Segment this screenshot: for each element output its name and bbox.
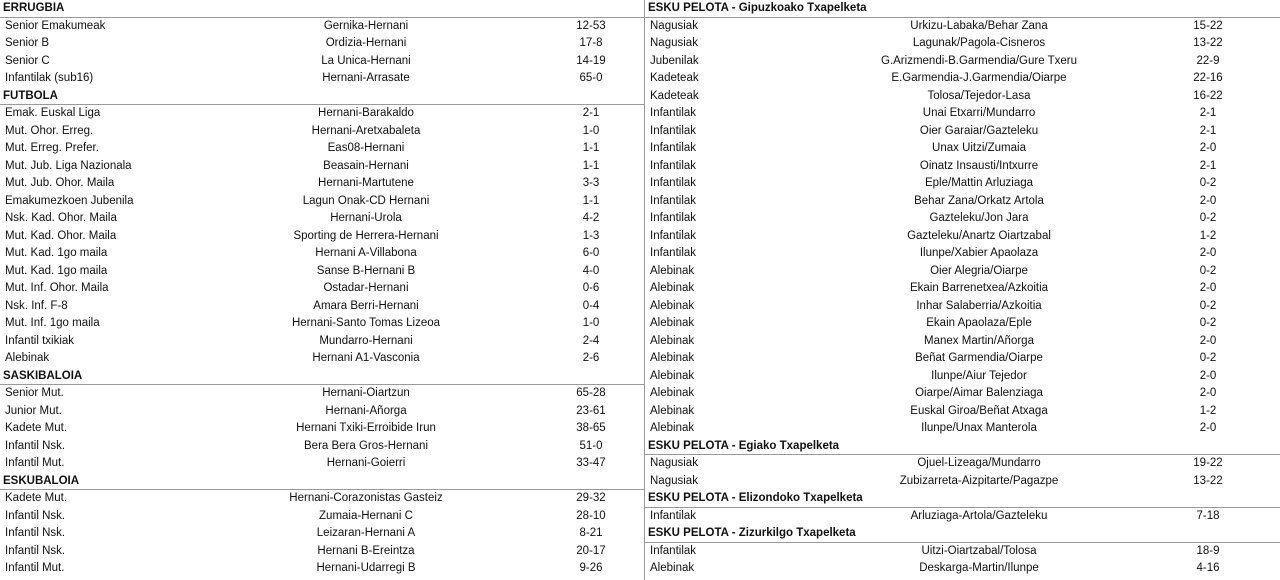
category-cell: Alebinak bbox=[650, 352, 695, 364]
score-cell: 9-26 bbox=[579, 562, 603, 574]
score-cell: 13-22 bbox=[1193, 474, 1223, 487]
match-cell: Hernani A1-Vasconia bbox=[312, 352, 420, 364]
score-cell: 4-0 bbox=[582, 264, 600, 277]
score-cell: 0-6 bbox=[582, 282, 600, 294]
result-row bbox=[645, 420, 1280, 438]
result-row bbox=[645, 140, 1280, 158]
category-cell: Infantil Nsk. bbox=[5, 509, 66, 522]
category-cell: Alebinak bbox=[650, 404, 695, 417]
category-cell: Kadete Mut. bbox=[5, 422, 68, 434]
score-cell: 2-1 bbox=[1199, 107, 1217, 119]
match-cell: Hernani-Martutene bbox=[318, 177, 414, 189]
score-cell: 0-2 bbox=[1199, 177, 1217, 189]
match-cell: Oiarpe/Aimar Balenziaga bbox=[915, 387, 1043, 399]
score-cell: 1-0 bbox=[582, 317, 600, 329]
score-cell: 4-16 bbox=[1196, 562, 1220, 574]
result-row bbox=[0, 210, 644, 228]
result-row bbox=[645, 403, 1280, 421]
section-header: ESKUBALOIA bbox=[0, 473, 644, 491]
result-row bbox=[645, 333, 1280, 351]
match-cell: Hernani-Barakaldo bbox=[318, 107, 414, 119]
result-row bbox=[0, 158, 644, 176]
score-cell: 28-10 bbox=[576, 509, 606, 522]
match-cell: Manex Martin/Añorga bbox=[924, 334, 1034, 347]
score-cell: 0-4 bbox=[582, 299, 600, 312]
match-cell: Arluziaga-Artola/Gazteleku bbox=[910, 509, 1048, 522]
score-cell: 2-0 bbox=[1199, 369, 1217, 382]
result-row bbox=[645, 368, 1280, 386]
result-row bbox=[0, 560, 644, 578]
result-row bbox=[0, 315, 644, 333]
score-cell: 2-0 bbox=[1199, 247, 1217, 259]
match-cell: Oier Garaiar/Gazteleku bbox=[919, 124, 1039, 137]
category-cell: Mut. Inf. 1go maila bbox=[5, 317, 100, 329]
result-row bbox=[645, 560, 1280, 578]
category-cell: Infantilak (sub16) bbox=[5, 72, 94, 84]
match-cell: Inhar Salaberria/Azkoitia bbox=[916, 299, 1042, 312]
score-cell: 38-65 bbox=[576, 422, 606, 434]
result-row bbox=[0, 263, 644, 281]
score-cell: 1-2 bbox=[1199, 229, 1217, 242]
score-cell: 19-22 bbox=[1193, 457, 1223, 469]
score-cell: 65-0 bbox=[579, 72, 603, 84]
match-cell: Uitzi-Oiartzabal/Tolosa bbox=[921, 544, 1037, 557]
category-cell: Alebinak bbox=[650, 264, 695, 277]
category-cell: Infantil txikiak bbox=[5, 334, 75, 347]
category-cell: Nagusiak bbox=[650, 457, 698, 469]
score-cell: 1-2 bbox=[1199, 404, 1217, 417]
section-header: ESKU PELOTA - Elizondoko Txapelketa bbox=[645, 490, 1280, 508]
match-cell: Hernani-Santo Tomas Lizeoa bbox=[291, 317, 441, 329]
category-cell: Emakumezkoen Jubenila bbox=[5, 194, 134, 207]
result-row bbox=[645, 105, 1280, 123]
score-cell: 0-2 bbox=[1199, 317, 1217, 329]
match-cell: G.Arizmendi-B.Garmendia/Gure Txeru bbox=[881, 54, 1077, 67]
score-cell: 7-18 bbox=[1196, 509, 1220, 522]
match-cell: Hernani-Goierri bbox=[326, 457, 406, 469]
category-cell: Mut. Jub. Liga Nazionala bbox=[5, 159, 132, 172]
match-cell: Lagun Onak-CD Hernani bbox=[302, 194, 430, 207]
result-row bbox=[645, 228, 1280, 246]
match-cell: Gazteleku/Anartz Oiartzabal bbox=[907, 229, 1051, 242]
match-cell: Hernani-Corazonistas Gasteiz bbox=[289, 492, 443, 504]
score-cell: 65-28 bbox=[576, 387, 606, 399]
score-cell: 0-2 bbox=[1199, 299, 1217, 312]
category-cell: Nagusiak bbox=[650, 474, 698, 487]
result-row bbox=[0, 385, 644, 403]
result-row bbox=[645, 53, 1280, 71]
category-cell: Junior Mut. bbox=[5, 404, 62, 417]
score-cell: 8-21 bbox=[579, 527, 603, 539]
category-cell: Infantil Mut. bbox=[5, 562, 65, 574]
category-cell: Infantilak bbox=[650, 124, 697, 137]
category-cell: Alebinak bbox=[650, 369, 695, 382]
category-cell: Infantilak bbox=[650, 247, 697, 259]
match-cell: Hernani A-Villabona bbox=[315, 247, 417, 259]
score-cell: 2-0 bbox=[1199, 142, 1217, 154]
match-cell: Beñat Garmendia/Oiarpe bbox=[915, 352, 1043, 364]
result-row bbox=[645, 455, 1280, 473]
category-cell: Alebinak bbox=[650, 334, 695, 347]
category-cell: Mut. Kad. Ohor. Maila bbox=[5, 229, 117, 242]
result-row bbox=[645, 175, 1280, 193]
score-cell: 2-1 bbox=[582, 107, 600, 119]
category-cell: Kadeteak bbox=[650, 89, 699, 102]
result-row bbox=[645, 263, 1280, 281]
category-cell: Alebinak bbox=[650, 387, 695, 399]
score-cell: 0-2 bbox=[1199, 264, 1217, 277]
match-cell: Oier Alegria/Oiarpe bbox=[930, 264, 1028, 277]
result-row bbox=[645, 245, 1280, 263]
score-cell: 0-2 bbox=[1199, 352, 1217, 364]
result-row bbox=[645, 280, 1280, 298]
score-cell: 15-22 bbox=[1193, 19, 1223, 32]
result-row bbox=[0, 193, 644, 211]
match-cell: Deskarga-Martin/Ilunpe bbox=[919, 562, 1039, 574]
match-cell: Mundarro-Hernani bbox=[319, 334, 413, 347]
match-cell: Unai Etxarri/Mundarro bbox=[922, 107, 1036, 119]
score-cell: 14-19 bbox=[576, 54, 606, 67]
match-cell: Beasain-Hernani bbox=[323, 159, 409, 172]
score-cell: 2-1 bbox=[1199, 159, 1217, 172]
category-cell: Mut. Kad. 1go maila bbox=[5, 247, 108, 259]
result-row bbox=[645, 35, 1280, 53]
score-cell: 12-53 bbox=[576, 19, 606, 32]
match-cell: Hernani-Oiartzun bbox=[322, 387, 410, 399]
match-cell: Hernani-Arrasate bbox=[322, 72, 410, 84]
category-cell: Alebinak bbox=[650, 282, 695, 294]
score-cell: 17-8 bbox=[579, 37, 603, 49]
match-cell: Sporting de Herrera-Hernani bbox=[293, 229, 439, 242]
category-cell: Nagusiak bbox=[650, 37, 698, 49]
category-cell: Alebinak bbox=[650, 317, 695, 329]
score-cell: 22-16 bbox=[1193, 72, 1223, 84]
match-cell: Ostadar-Hernani bbox=[323, 282, 409, 294]
score-cell: 2-0 bbox=[1199, 422, 1217, 434]
match-cell: Oinatz Insausti/Intxurre bbox=[919, 159, 1039, 172]
category-cell: Infantilak bbox=[650, 229, 697, 242]
match-cell: Ojuel-Lizeaga/Mundarro bbox=[917, 457, 1041, 469]
score-cell: 2-0 bbox=[1199, 334, 1217, 347]
result-row bbox=[645, 88, 1280, 106]
category-cell: Nagusiak bbox=[650, 19, 698, 32]
result-row bbox=[0, 280, 644, 298]
result-row bbox=[0, 455, 644, 473]
match-cell: Ilunpe/Xabier Apaolaza bbox=[919, 247, 1039, 259]
category-cell: Kadeteak bbox=[650, 72, 699, 84]
result-row bbox=[645, 315, 1280, 333]
category-cell: Alebinak bbox=[650, 422, 695, 434]
match-cell: Hernani-Udarregi B bbox=[316, 562, 416, 574]
score-cell: 20-17 bbox=[576, 544, 606, 557]
result-row bbox=[0, 105, 644, 123]
category-cell: Alebinak bbox=[5, 352, 50, 364]
match-cell: Hernani-Aretxabaleta bbox=[311, 124, 421, 137]
score-cell: 2-0 bbox=[1199, 282, 1217, 294]
category-cell: Infantilak bbox=[650, 212, 697, 224]
match-cell: Hernani-Urola bbox=[330, 212, 402, 224]
result-row bbox=[0, 438, 644, 456]
score-cell: 33-47 bbox=[576, 457, 606, 469]
match-cell: Ekain Barrenetxea/Azkoitia bbox=[909, 282, 1049, 294]
result-row bbox=[0, 35, 644, 53]
category-cell: Infantil Nsk. bbox=[5, 439, 66, 452]
score-cell: 2-0 bbox=[1199, 194, 1217, 207]
category-cell: Senior C bbox=[5, 54, 50, 67]
category-cell: Infantilak bbox=[650, 194, 697, 207]
match-cell: Ekain Apaolaza/Eple bbox=[926, 317, 1032, 329]
result-row bbox=[645, 193, 1280, 211]
match-cell: Euskal Giroa/Beñat Atxaga bbox=[910, 404, 1048, 417]
match-cell: Behar Zana/Orkatz Artola bbox=[914, 194, 1044, 207]
category-cell: Senior Mut. bbox=[5, 387, 64, 399]
result-row bbox=[0, 490, 644, 508]
match-cell: Hernani B-Ereintza bbox=[317, 544, 415, 557]
result-row bbox=[0, 525, 644, 543]
match-cell: Urkizu-Labaka/Behar Zana bbox=[910, 19, 1048, 32]
score-cell: 2-6 bbox=[582, 352, 600, 364]
score-cell: 2-0 bbox=[1199, 387, 1217, 399]
match-cell: Eas08-Hernani bbox=[327, 142, 405, 154]
match-cell: Ordizia-Hernani bbox=[325, 37, 407, 49]
category-cell: Alebinak bbox=[650, 299, 695, 312]
score-cell: 1-1 bbox=[582, 142, 600, 154]
match-cell: Hernani Txiki-Erroibide Irun bbox=[296, 422, 436, 434]
category-cell: Senior B bbox=[5, 37, 50, 49]
section-header: ESKU PELOTA - Gipuzkoako Txapelketa bbox=[645, 0, 1280, 18]
result-row bbox=[0, 123, 644, 141]
result-row bbox=[0, 298, 644, 316]
match-cell: Bera Bera Gros-Hernani bbox=[304, 439, 428, 452]
match-cell: Lagunak/Pagola-Cisneros bbox=[912, 37, 1046, 49]
score-cell: 13-22 bbox=[1193, 37, 1223, 49]
score-cell: 1-0 bbox=[582, 124, 600, 137]
score-cell: 0-2 bbox=[1199, 212, 1217, 224]
category-cell: Mut. Kad. 1go maila bbox=[5, 264, 108, 277]
category-cell: Infantilak bbox=[650, 544, 697, 557]
category-cell: Jubenilak bbox=[650, 54, 699, 67]
category-cell: Infantilak bbox=[650, 107, 697, 119]
match-cell: Zumaia-Hernani C bbox=[319, 509, 413, 522]
category-cell: Nsk. Kad. Ohor. Maila bbox=[5, 212, 117, 224]
score-cell: 6-0 bbox=[582, 247, 600, 259]
result-row bbox=[0, 508, 644, 526]
match-cell: Ilunpe/Unax Manterola bbox=[921, 422, 1037, 434]
result-row bbox=[645, 298, 1280, 316]
right-results-column bbox=[645, 0, 1280, 578]
score-cell: 1-1 bbox=[582, 194, 600, 207]
match-cell: Gazteleku/Jon Jara bbox=[929, 212, 1029, 224]
result-row bbox=[645, 350, 1280, 368]
section-header: FUTBOLA bbox=[0, 88, 644, 106]
match-cell: Unax Uitzi/Zumaia bbox=[932, 142, 1026, 154]
result-row bbox=[0, 18, 644, 36]
score-cell: 1-1 bbox=[582, 159, 600, 172]
section-header: ESKU PELOTA - Egiako Txapelketa bbox=[645, 438, 1280, 456]
category-cell: Infantilak bbox=[650, 159, 697, 172]
match-cell: Hernani-Añorga bbox=[325, 404, 407, 417]
category-cell: Kadete Mut. bbox=[5, 492, 68, 504]
match-cell: Gernika-Hernani bbox=[323, 19, 409, 32]
result-row bbox=[0, 175, 644, 193]
category-cell: Emak. Euskal Liga bbox=[5, 107, 101, 119]
result-row bbox=[645, 158, 1280, 176]
match-cell: Zubizarreta-Aizpitarte/Pagazpe bbox=[899, 474, 1059, 487]
match-cell: La Unica-Hernani bbox=[321, 54, 411, 67]
result-row bbox=[645, 543, 1280, 561]
result-row bbox=[645, 70, 1280, 88]
result-row bbox=[0, 140, 644, 158]
category-cell: Nsk. Inf. F-8 bbox=[5, 299, 68, 312]
result-row bbox=[0, 245, 644, 263]
category-cell: Mut. Jub. Ohor. Maila bbox=[5, 177, 115, 189]
match-cell: Leizaran-Hernani A bbox=[316, 527, 416, 539]
match-cell: Ilunpe/Aiur Tejedor bbox=[931, 369, 1027, 382]
result-row bbox=[645, 18, 1280, 36]
match-cell: Tolosa/Tejedor-Lasa bbox=[927, 89, 1031, 102]
score-cell: 51-0 bbox=[579, 439, 603, 452]
match-cell: Amara Berri-Hernani bbox=[313, 299, 419, 312]
category-cell: Mut. Erreg. Prefer. bbox=[5, 142, 99, 154]
result-row bbox=[0, 53, 644, 71]
category-cell: Infantilak bbox=[650, 509, 697, 522]
category-cell: Infantilak bbox=[650, 177, 697, 189]
category-cell: Infantil Nsk. bbox=[5, 527, 66, 539]
result-row bbox=[645, 473, 1280, 491]
score-cell: 1-3 bbox=[582, 229, 600, 242]
result-row bbox=[0, 420, 644, 438]
result-row bbox=[645, 508, 1280, 526]
section-header: ESKU PELOTA - Zizurkilgo Txapelketa bbox=[645, 525, 1280, 543]
category-cell: Mut. Inf. Ohor. Maila bbox=[5, 282, 109, 294]
section-header: SASKIBALOIA bbox=[0, 368, 644, 386]
score-cell: 22-9 bbox=[1196, 54, 1220, 67]
result-row bbox=[0, 228, 644, 246]
result-row bbox=[0, 70, 644, 88]
score-cell: 29-32 bbox=[576, 492, 606, 504]
result-row bbox=[0, 543, 644, 561]
result-row bbox=[0, 350, 644, 368]
score-cell: 2-1 bbox=[1199, 124, 1217, 137]
result-row bbox=[645, 385, 1280, 403]
result-row bbox=[0, 333, 644, 351]
result-row bbox=[0, 403, 644, 421]
score-cell: 23-61 bbox=[576, 404, 606, 417]
category-cell: Infantil Nsk. bbox=[5, 544, 66, 557]
match-cell: Sanse B-Hernani B bbox=[316, 264, 416, 277]
match-cell: Eple/Mattin Arluziaga bbox=[924, 177, 1034, 189]
result-row bbox=[645, 123, 1280, 141]
category-cell: Infantilak bbox=[650, 142, 697, 154]
category-cell: Alebinak bbox=[650, 562, 695, 574]
score-cell: 2-4 bbox=[582, 334, 600, 347]
result-row bbox=[645, 210, 1280, 228]
category-cell: Senior Emakumeak bbox=[5, 19, 106, 32]
score-cell: 18-9 bbox=[1196, 544, 1220, 557]
category-cell: Mut. Ohor. Erreg. bbox=[5, 124, 94, 137]
score-cell: 16-22 bbox=[1193, 89, 1223, 102]
match-cell: E.Garmendia-J.Garmendia/Oiarpe bbox=[891, 72, 1067, 84]
category-cell: Infantil Mut. bbox=[5, 457, 65, 469]
score-cell: 3-3 bbox=[582, 177, 600, 189]
score-cell: 4-2 bbox=[582, 212, 600, 224]
section-header: ERRUGBIA bbox=[0, 0, 644, 18]
